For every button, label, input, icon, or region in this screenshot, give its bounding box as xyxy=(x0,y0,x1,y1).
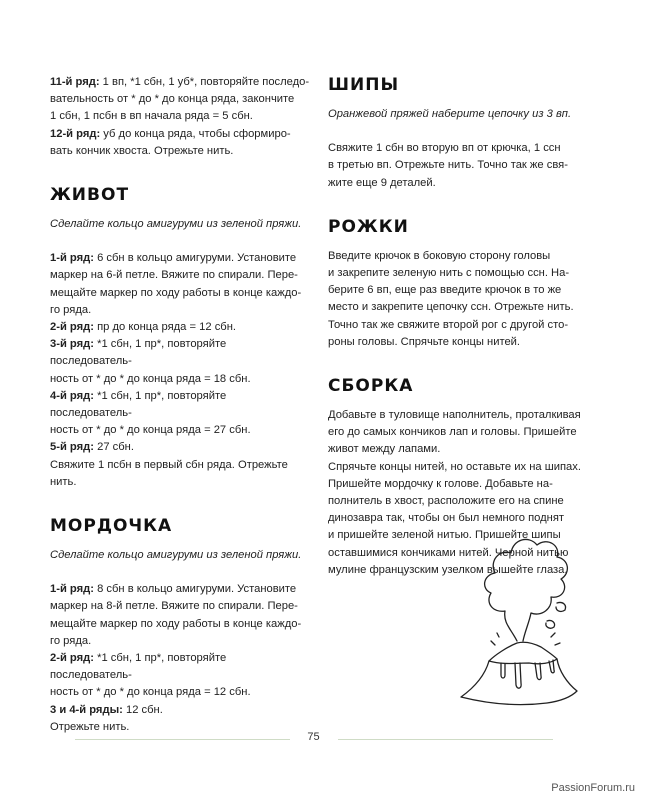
row-label: 1-й ряд: xyxy=(50,252,94,265)
row-text: пр до конца ряда = 12 сбн. xyxy=(93,321,236,334)
lava-spark xyxy=(497,633,499,637)
text-line: го ряда. xyxy=(50,634,92,647)
text-line: Пришейте мордочку к голове. Добавьте на- xyxy=(328,477,553,490)
text-line: его до самых кончиков лап и головы. Пришейте xyxy=(328,426,577,439)
row-label: 12-й ряд: xyxy=(50,127,101,140)
left-column xyxy=(50,74,310,736)
lava-drip xyxy=(515,663,521,688)
belly-intro: Сделайте кольцо амигуруми из зеленой пряжи. xyxy=(50,218,302,231)
text-line: мещайте маркер по ходу работы в конце каждо- xyxy=(50,617,302,630)
text-line: мещайте маркер по ходу работы в конце каждо- xyxy=(50,286,302,299)
text-line: жите еще 9 деталей. xyxy=(328,176,436,189)
row-text: 12 сбн. xyxy=(122,703,163,716)
row-label: 2-й ряд: xyxy=(50,321,94,334)
text-line: Отрежьте нить. xyxy=(50,720,130,733)
belly-row-5 xyxy=(50,439,310,456)
text-line: оставшимися кончиками нитей. Черной нитью xyxy=(328,546,569,559)
text-line: 1 сбн, 1 псбн в вп начала ряда = 5 сбн. xyxy=(50,110,253,123)
row-text: *1 сбн, 1 пр*, повторяйте последователь- xyxy=(50,389,227,420)
text-line: маркер на 6-й петле. Вяжите по спирали. Пере- xyxy=(50,269,298,282)
row-label: 5-й ряд: xyxy=(50,441,94,454)
tail-row-11 xyxy=(50,74,310,91)
text-line: Точно так же свяжите второй рог с другой сто- xyxy=(328,318,569,331)
text-line: Добавьте в туловище наполнитель, проталкивая xyxy=(328,409,581,422)
text-line: динозавра так, чтобы он был немного поднят xyxy=(328,512,565,525)
text-line: Свяжите 1 псбн в первый сбн ряда. Отрежьте xyxy=(50,458,288,471)
lava-spark xyxy=(551,633,555,637)
belly-heading: ЖИВОТ xyxy=(50,185,130,206)
row-text: 1 вп, *1 сбн, 1 уб*, повторяйте последо- xyxy=(99,76,310,88)
lava-drip xyxy=(535,663,541,680)
spikes-section xyxy=(328,74,588,192)
smoke-puff xyxy=(556,602,566,611)
row-label: 4-й ряд: xyxy=(50,389,94,402)
tail-continuation xyxy=(50,74,310,160)
row-text: *1 сбн, 1 пр*, повторяйте последователь- xyxy=(50,652,227,682)
volcano-top xyxy=(489,642,557,664)
belly-row-1 xyxy=(50,250,310,267)
lava-spark xyxy=(491,641,495,645)
text-line: и закрепите зеленую нить с помощью ссн. На- xyxy=(328,267,570,280)
text-line: ность от * до * до конца ряда = 12 сбн. xyxy=(50,686,251,699)
text-line: место и закрепите цепочку ссн. Отрежьте нить. xyxy=(328,301,574,314)
tail-row-12 xyxy=(50,126,310,143)
muzzle-row-2 xyxy=(50,650,310,684)
lava-drip xyxy=(501,663,505,678)
muzzle-heading: МОРДОЧКА xyxy=(50,516,173,537)
text-line: полнитель в хвост, расположите его на спине xyxy=(328,495,564,508)
text-line: роны головы. Спрячьте концы нитей. xyxy=(328,335,521,348)
horns-section xyxy=(328,216,588,351)
muzzle-section xyxy=(50,515,310,736)
spikes-intro: Оранжевой пряжей наберите цепочку из 3 вп. xyxy=(328,108,572,120)
footer-rule-left xyxy=(75,739,290,740)
text-line: вательность от * до * до конца ряда, закончите xyxy=(50,93,295,106)
horns-heading: РОЖКИ xyxy=(328,216,409,237)
volcano-illustration xyxy=(455,525,585,715)
row-label: 2-й ряд: xyxy=(50,652,94,665)
row-text: 6 сбн в кольцо амигуруми. Установите xyxy=(93,252,297,265)
row-text: *1 сбн, 1 пр*, повторяйте последователь- xyxy=(50,338,227,368)
text-line: Спрячьте концы нитей, но оставьте их на шипах. xyxy=(328,460,581,473)
text-line: маркер на 8-й петле. Вяжите по спирали. Пере- xyxy=(50,600,298,613)
belly-section xyxy=(50,184,310,491)
text-line: нить. xyxy=(50,475,77,488)
text-line: го ряда. xyxy=(50,303,92,316)
right-column xyxy=(328,74,588,579)
watermark: PassionForum.ru xyxy=(551,782,635,794)
text-line: Свяжите 1 сбн во вторую вп от крючка, 1 ссн xyxy=(328,142,561,155)
muzzle-intro: Сделайте кольцо амигуруми из зеленой пряжи. xyxy=(50,549,302,562)
text-line: ность от * до * до конца ряда = 27 сбн. xyxy=(50,424,251,437)
page-number: 75 xyxy=(307,731,320,743)
muzzle-row-1 xyxy=(50,581,310,598)
row-label: 3 и 4-й ряды: xyxy=(50,703,123,716)
text-line: и пришейте зеленой нитью. Пришейте шипы xyxy=(328,529,561,542)
text-line: вать кончик хвоста. Отрежьте нить. xyxy=(50,144,234,157)
lava-spark xyxy=(555,643,560,645)
smoke-puff xyxy=(546,620,555,628)
text-line: мулине французским узелком вышейте глаза. xyxy=(328,563,568,576)
text-line: в третью вп. Отрежьте нить. Точно так же свя- xyxy=(328,159,568,172)
row-text: уб до конца ряда, чтобы сформиро- xyxy=(100,127,291,140)
row-label: 3-й ряд: xyxy=(50,338,94,351)
belly-row-3 xyxy=(50,336,310,370)
row-text: 27 сбн. xyxy=(93,441,134,454)
muzzle-row-3-4 xyxy=(50,702,310,719)
text-line: Введите крючок в боковую сторону головы xyxy=(328,249,551,262)
row-label: 11-й ряд: xyxy=(50,76,100,88)
belly-row-4 xyxy=(50,388,310,422)
belly-row-2 xyxy=(50,319,310,336)
footer-rule-right xyxy=(338,739,553,740)
row-label: 1-й ряд: xyxy=(50,583,94,596)
text-line: живот между лапами. xyxy=(328,443,441,456)
assembly-heading: СБОРКА xyxy=(328,376,414,397)
text-line: ность от * до * до конца ряда = 18 сбн. xyxy=(50,372,251,385)
spikes-heading: ШИПЫ xyxy=(328,75,400,95)
volcano-body xyxy=(461,659,577,705)
text-line: берите 6 вп, еще раз введите крючок в то же xyxy=(328,284,562,297)
row-text: 8 сбн в кольцо амигуруми. Установите xyxy=(93,583,297,596)
